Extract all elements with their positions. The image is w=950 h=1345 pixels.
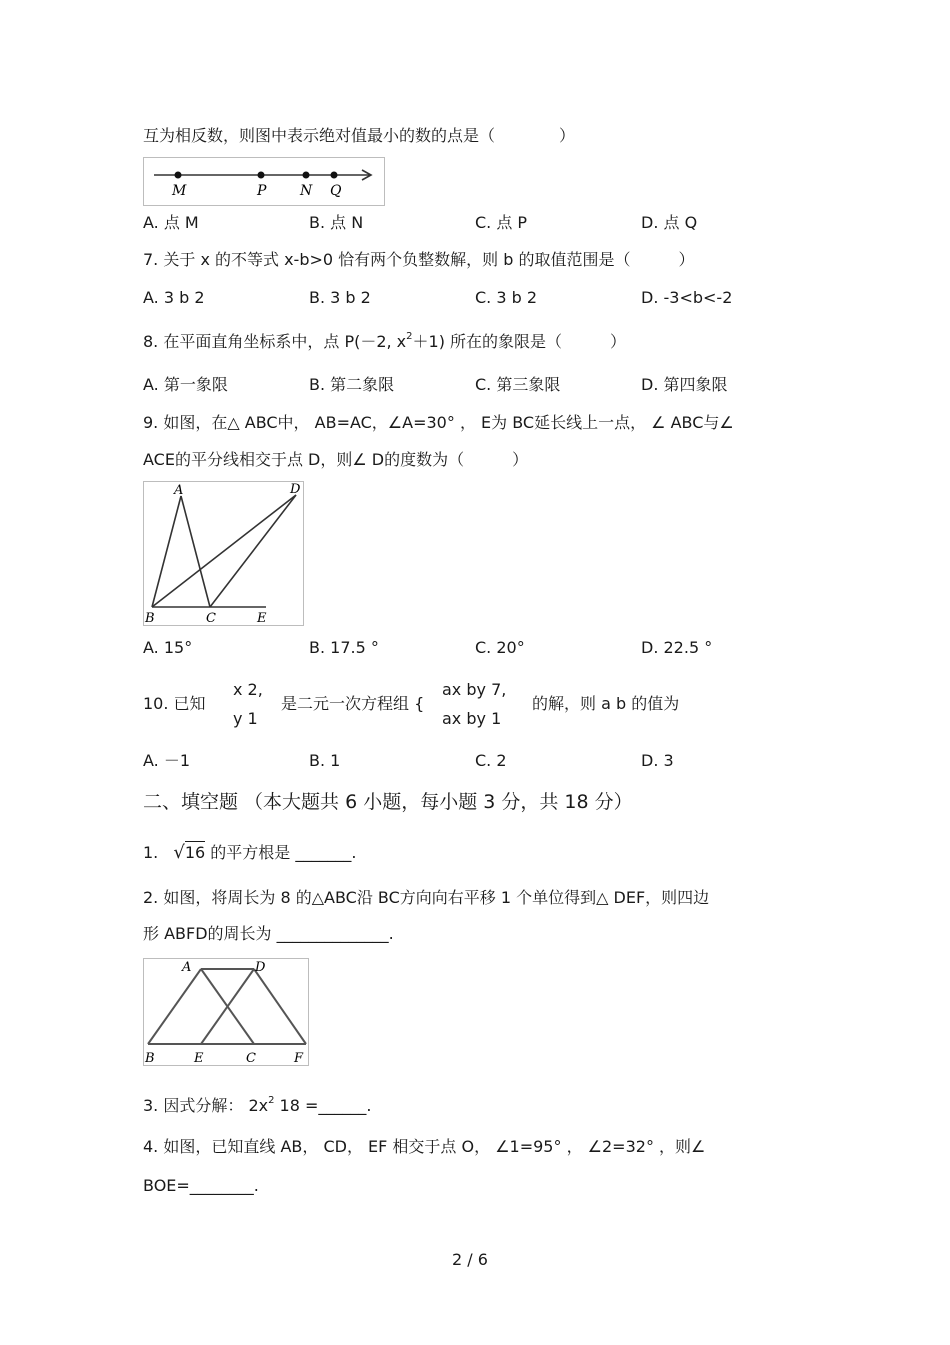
label-d: D: [255, 960, 266, 975]
label-e: E: [257, 611, 267, 625]
q7-option-d[interactable]: D. -3<b<-2: [641, 288, 733, 307]
segment-ab: [152, 496, 181, 607]
label-m: M: [172, 183, 187, 199]
page-number: 2 / 6: [452, 1250, 488, 1269]
q8-option-c[interactable]: C. 第三象限: [475, 375, 561, 394]
fill4-line2: BOE=________.: [143, 1176, 259, 1195]
label-n: N: [300, 183, 313, 199]
fill1-number: 1.: [143, 843, 159, 862]
q7-option-c[interactable]: C. 3 b 2: [475, 288, 538, 307]
q10-system1-bottom: y 1: [233, 709, 258, 728]
q9-option-a[interactable]: A. 15°: [143, 638, 193, 657]
fill2-line1: 2. 如图，将周长为 8 的△ABC沿 BC方向向右平移 1 个单位得到△ DEF，则四边: [143, 888, 710, 907]
label-c: C: [246, 1051, 256, 1065]
fill4-line1: 4. 如图，已知直线 AB， CD， EF 相交于点 O， ∠1=95° ， ∠2=32° ，则∠: [143, 1137, 706, 1156]
fill3-superscript: 2: [268, 1095, 275, 1106]
label-q: Q: [330, 183, 342, 199]
q6-stem: 互为相反数，则图中表示绝对值最小的数的点是（ ）: [143, 126, 576, 145]
fill3-tail: 18 =______.: [274, 1096, 372, 1115]
translation-figure: [143, 958, 309, 1066]
radical-sign-icon: √: [173, 842, 185, 863]
q6-option-b[interactable]: B. 点 N: [309, 213, 364, 232]
q7-option-b[interactable]: B. 3 b 2: [309, 288, 371, 307]
point-m-dot: [175, 172, 182, 179]
q10-middle: 是二元一次方程组 {: [281, 694, 425, 713]
q6-option-c[interactable]: C. 点 P: [475, 213, 528, 232]
label-b: B: [145, 611, 155, 625]
segment-ab: [148, 969, 201, 1044]
q9-stem-line1: 9. 如图，在△ ABC中， AB=AC，∠A=30° ， E为 BC延长线上一点， ∠ ABC与∠: [143, 413, 734, 432]
q10-system2-bottom: ax by 1: [442, 709, 502, 728]
fill1-line: [143, 843, 356, 863]
number-line-diagram: [144, 158, 384, 205]
fill2-line2: 形 ABFD的周长为 ______________.: [143, 924, 394, 943]
q9-option-c[interactable]: C. 20°: [475, 638, 525, 657]
fill3-text: 3. 因式分解： 2x: [143, 1096, 269, 1115]
point-n-dot: [303, 172, 310, 179]
point-q-dot: [331, 172, 338, 179]
q6-option-a[interactable]: A. 点 M: [143, 213, 199, 232]
triangle-bisector-diagram: [144, 482, 303, 625]
q10-option-d[interactable]: D. 3: [641, 751, 674, 770]
q8-stem: [143, 332, 626, 355]
segment-ac: [181, 496, 210, 607]
q8-superscript: 2: [406, 331, 413, 342]
q8-option-d[interactable]: D. 第四象限: [641, 375, 728, 394]
q10-system1-top: x 2,: [233, 680, 263, 699]
point-p-dot: [258, 172, 265, 179]
q8-option-a[interactable]: A. 第一象限: [143, 375, 228, 394]
label-e: E: [194, 1051, 204, 1065]
radicand: 16: [184, 843, 206, 862]
fill3-line: [143, 1096, 372, 1119]
q10-system2-top: ax by 7,: [442, 680, 507, 699]
q7-stem: 7. 关于 x 的不等式 x-b>0 恰有两个负整数解，则 b 的取值范围是（ ）: [143, 250, 695, 269]
q7-option-a[interactable]: A. 3 b 2: [143, 288, 205, 307]
q6-option-d[interactable]: D. 点 Q: [641, 213, 698, 232]
label-a: A: [182, 960, 192, 975]
number-line-figure: [143, 157, 385, 206]
q10-option-a[interactable]: A. －1: [143, 751, 191, 770]
label-f: F: [294, 1051, 304, 1065]
q8-stem-text: 8. 在平面直角坐标系中，点 P(－2, x: [143, 332, 407, 351]
triangle-bisector-figure: [143, 481, 304, 626]
label-p: P: [257, 183, 267, 199]
sqrt-expression: [173, 843, 205, 863]
q9-option-b[interactable]: B. 17.5 °: [309, 638, 379, 657]
q10-prefix: 10. 已知: [143, 694, 206, 713]
q10-option-b[interactable]: B. 1: [309, 751, 341, 770]
segment-df: [254, 969, 306, 1044]
q8-option-b[interactable]: B. 第二象限: [309, 375, 395, 394]
translation-diagram: [144, 959, 308, 1065]
label-d: D: [290, 482, 301, 497]
q8-stem-tail: ＋1) 所在的象限是（ ）: [412, 332, 627, 351]
q9-option-d[interactable]: D. 22.5 °: [641, 638, 713, 657]
label-c: C: [206, 611, 216, 625]
fill1-text: 的平方根是 _______.: [210, 843, 357, 862]
segment-bd: [152, 495, 296, 607]
q10-suffix: 的解，则 a b 的值为: [532, 694, 680, 713]
q9-stem-line2: ACE的平分线相交于点 D，则∠ D的度数为（ ）: [143, 450, 529, 469]
section2-title: 二、填空题 （本大题共 6 小题，每小题 3 分，共 18 分）: [143, 791, 633, 813]
label-b: B: [145, 1051, 155, 1065]
q10-option-c[interactable]: C. 2: [475, 751, 507, 770]
label-a: A: [174, 483, 184, 498]
